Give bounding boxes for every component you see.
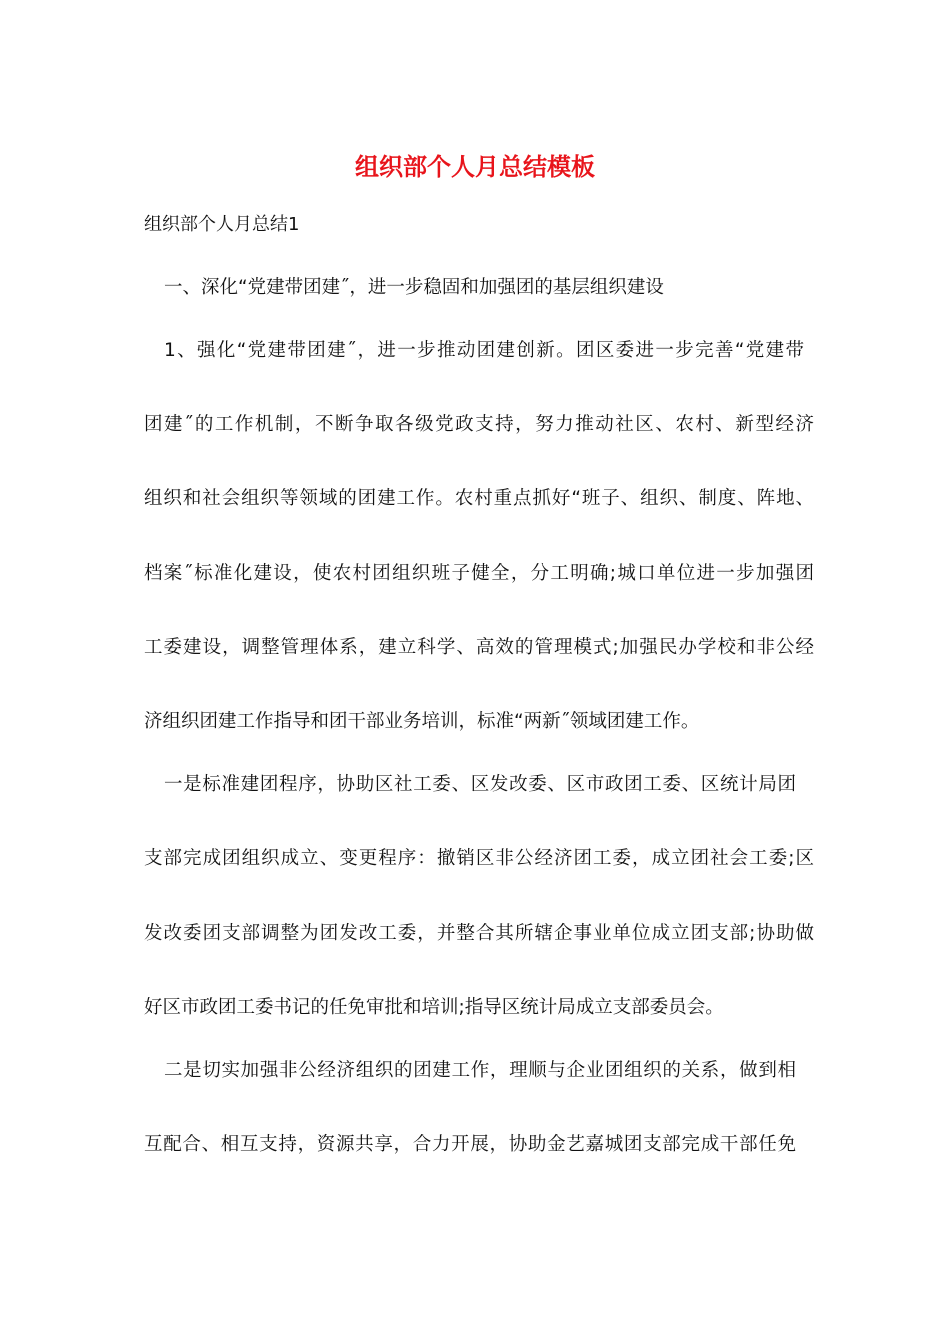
section-heading: 组织部个人月总结1 xyxy=(144,214,300,235)
paragraph-line-2: 1、强化“党建带团建˝，进一步推动团建创新。团区委进一步完善“党建带 xyxy=(164,340,804,361)
paragraph-line-9: 支部完成团组织成立、变更程序：撤销区非公经济团工委，成立团社会工委;区 xyxy=(144,848,814,869)
paragraph-line-13: 互配合、相互支持，资源共享，合力开展，协助金艺嘉城团支部完成干部任免 xyxy=(144,1134,796,1155)
paragraph-line-10: 发改委团支部调整为团发改工委，并整合其所辖企事业单位成立团支部;协助做 xyxy=(144,923,814,944)
heading-line-1: 一、深化“党建带团建˝，进一步稳固和加强团的基层组织建设 xyxy=(164,277,664,298)
paragraph-line-6: 工委建设，调整管理体系，建立科学、高效的管理模式;加强民办学校和非公经 xyxy=(144,637,814,658)
paragraph-line-7: 济组织团建工作指导和团干部业务培训，标准“两新˝领域团建工作。 xyxy=(144,711,700,732)
paragraph-line-5: 档案˝标准化建设，使农村团组织班子健全，分工明确;城口单位进一步加强团 xyxy=(144,563,814,584)
paragraph-line-8: 一是标准建团程序，协助区社工委、区发改委、区市政团工委、区统计局团 xyxy=(164,774,796,795)
paragraph-line-4: 组织和社会组织等领域的团建工作。农村重点抓好“班子、组织、制度、阵地、 xyxy=(144,488,814,509)
paragraph-line-11: 好区市政团工委书记的任免审批和培训;指导区统计局成立支部委员会。 xyxy=(144,997,724,1018)
document-title: 组织部个人月总结模板 xyxy=(355,152,595,181)
paragraph-line-3: 团建˝的工作机制，不断争取各级党政支持，努力推动社区、农村、新型经济 xyxy=(144,414,814,435)
paragraph-line-12: 二是切实加强非公经济组织的团建工作，理顺与企业团组织的关系，做到相 xyxy=(164,1060,796,1081)
